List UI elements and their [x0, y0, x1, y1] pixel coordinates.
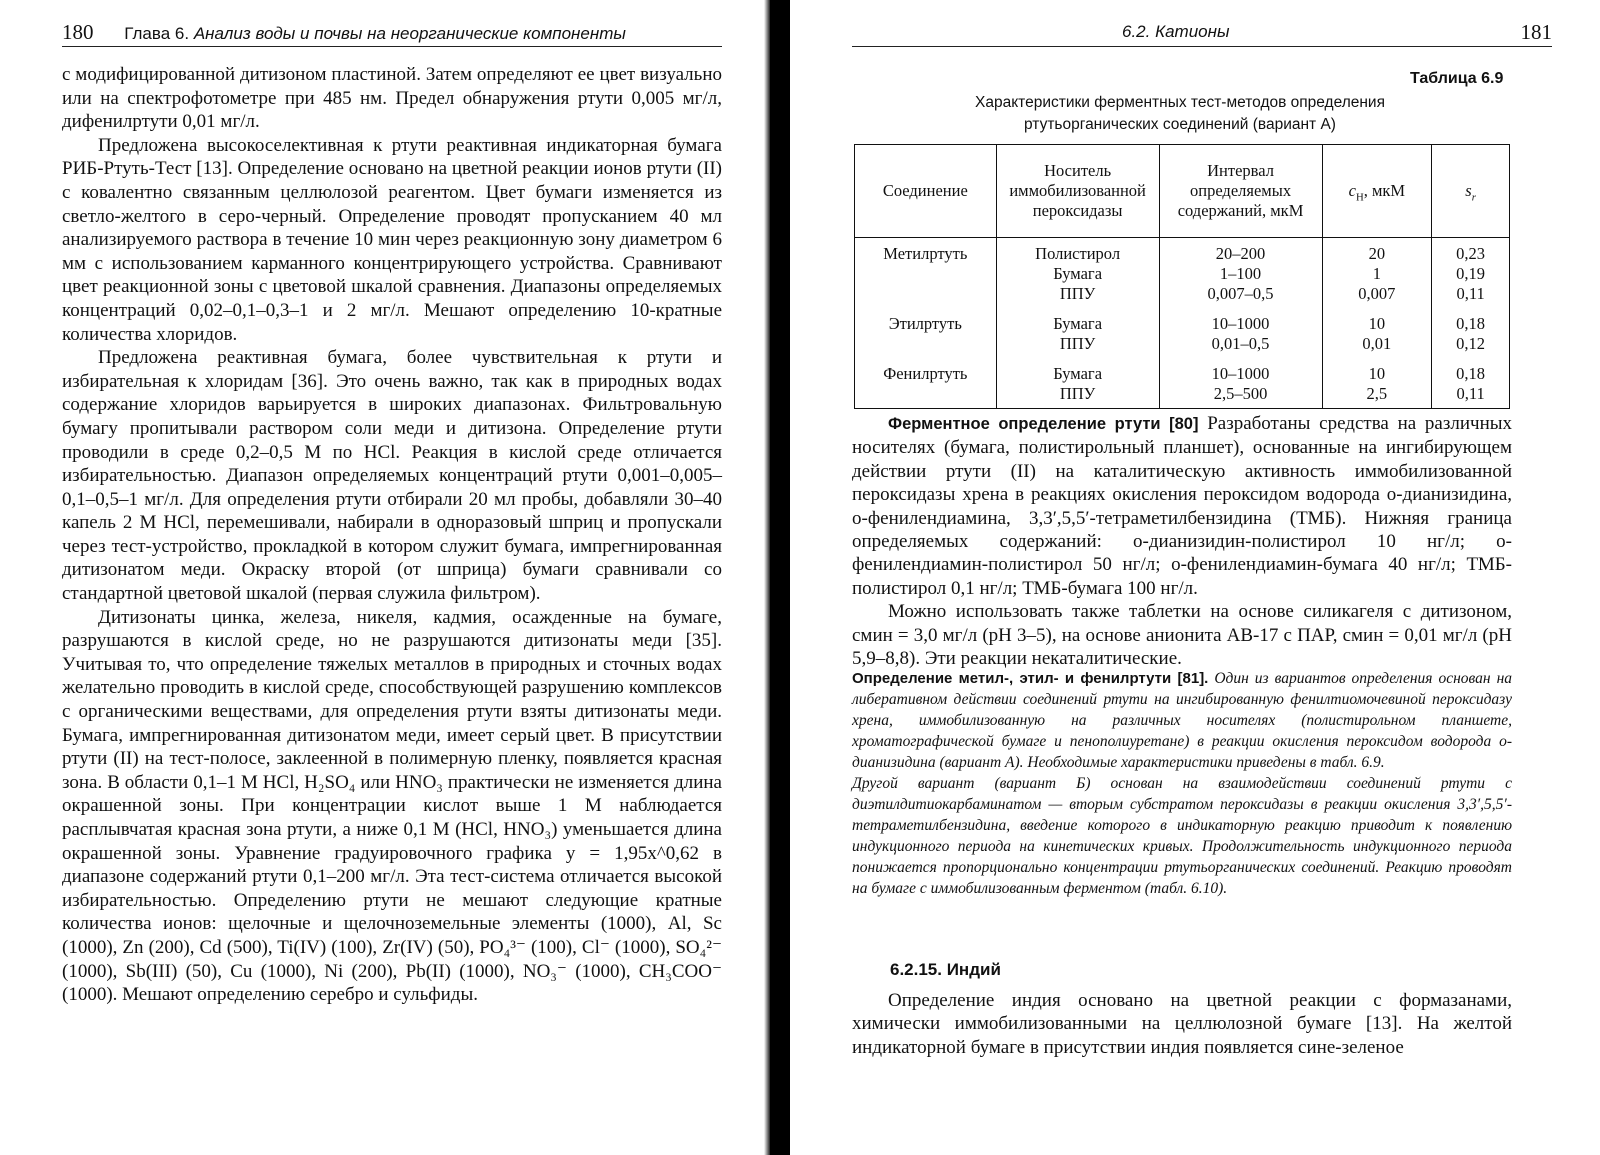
paragraph: Предложена высокоселективная к ртути реактивная индикаторная бумага РИБ-Ртуть-Тест [13]. Определение основано на цветной реакции ионов ртути (II) с ковалентно связанным целлюлозой реагентом. Цвет бумаги изменяется из светло-желтого в серо-черный. Определение проводят пропусканием 40 мл анализируемого раствора в течение 10 мин через реакционную зону диаметром 6 мм с использованием карманного концентрирующего устройства. Сравнивают цвет реакционной зоны с цветовой шкалой сравнения. Диапазоны определяемых концентраций 0,02–0,1–0,3–1 и 2 мг/л. Мешают определению 10-кратные количества хлоридов.: [62, 134, 722, 345]
table-cell: 0,18 0,12: [1432, 308, 1510, 358]
table-header-cell: Соединение: [855, 145, 997, 238]
left-text-column: [62, 63, 722, 1007]
table-cell: 20 1 0,007: [1322, 238, 1432, 309]
table-header-cell: $c_H$, мкМ: [1322, 145, 1432, 238]
paragraph: Определение индия основано на цветной реакции с формазанами, химически иммобилизованными на целлюлозной бумаге [13]. На желтой индикаторной бумаге в присутствии индия появляется сине-зеленое: [852, 990, 1512, 1058]
book-gutter: [770, 0, 790, 1155]
paragraph: Другой вариант (вариант Б) основан на взаимодействии соединений ртути с диэтилдитиокарбаминатом — вторым субстратом пероксидазы в реакции окисления 3,3′,5,5′-тетраметилбензидина, введение которого в индикаторную реакцию приводит к появлению индукционного периода на кинетических кривых. Продолжительность индукционного периода понижается пропорционально концентрации ртутьорганических соединений. Реакцию проводят на бумаге с иммобилизованным ферментом (табл. 6.10).: [852, 775, 1512, 897]
table-cell: 10 2,5: [1322, 358, 1432, 409]
table-cell: Бумага ППУ: [996, 358, 1159, 409]
table-cell: Этилртуть: [855, 308, 997, 358]
running-head-left: [62, 18, 722, 47]
table-row: [855, 238, 1510, 309]
chapter-title: Анализ воды и почвы на неорганические компоненты: [193, 24, 626, 43]
small-print-block: [852, 668, 1512, 899]
paragraph: Предложена реактивная бумага, более чувствительная к ртути и избирательная к хлоридам [36]. Это очень важно, так как в природных водах содержание хлоридов варьируется в широких диапазонах. Фильтровальную бумагу пропитывали раствором соли меди и дитизона. Определение ртути проводили в среде 0,2–0,5 М по HCl. Реакция в кислой среде отличается избирательностью. Диапазон определяемых концентраций ртути 0,001–0,005–0,1–0,5–1 мг/л. Для определения ртути отбирали 20 мл пробы, добавляли 30–40 капель 2 М HCl, перемешивали, набирали в одноразовый шприц и пропускали через тест-устройство, прокладкой в котором служит бумага, импрегнированная дитизонатом меди. Окраску второй (от шприца) бумаги сравнивали со стандартной цветовой шкалой (первая служила фильтром).: [62, 347, 722, 605]
table-cell: 0,23 0,19 0,11: [1432, 238, 1510, 309]
table-body: [855, 238, 1510, 409]
paragraph: с модифицированной дитизоном пластиной. Затем определяют ее цвет визуально или на спектрофотометре при 485 нм. Предел обнаружения ртути 0,005 мг/л, дифенилртути 0,01 мг/л.: [62, 64, 722, 133]
table-cell: 10 0,01: [1322, 308, 1432, 358]
table-cell: Фенилртуть: [855, 358, 997, 409]
table-cell: 10–1000 0,01–0,5: [1159, 308, 1322, 358]
paragraph-text: Один из вариантов определения основан на либеративном действии соединений ртути на ингибированную фенилтиомочевиной пероксидазу хрена, иммобилизованную на различных носителях (полистирольном планшете, хроматографической бумаге и пенополиуретане) в реакции окисления пероксидом водорода о-дианизидина (вариант А). Необходимые характеристики приведены в табл. 6.9.: [852, 670, 1513, 771]
run-in-heading: Определение метил-, этил- и фенилртути [81].: [852, 670, 1209, 687]
right-text-block-bottom: [852, 989, 1512, 1059]
paragraph-text: Разработаны средства на различных носителях (бумага, полистирольный планшет), основанные на ингибирующем действии ртути (II) на каталитическую активность иммобилизованной пероксидазы хрена в реакциях окисления пероксидом водорода о-дианизидина, о-фенилендиамина, 3,3′,5,5′-тетраметилбензидина (ТМБ). Нижняя граница определяемых содержаний: о-дианизидин-полистирол 10 нг/л; о-фенилендиамин-полистирол 50 нг/л; о-фенилендиамин-бумага 40 нг/л; ТМБ-полистирол 0,1 нг/л; ТМБ-бумага 100 нг/л.: [852, 413, 1512, 599]
table-header-cell: $s_r$: [1432, 145, 1510, 238]
table-cell: Метилртуть: [855, 238, 997, 309]
table-header-row: [855, 145, 1510, 238]
table-header-cell: Интервал определяемых содержаний, мкМ: [1159, 145, 1322, 238]
paragraph: [852, 412, 1512, 600]
right-text-block: [852, 412, 1512, 670]
page-number: 180: [62, 20, 94, 44]
data-table: [854, 144, 1510, 409]
table-caption: Характеристики ферментных тест-методов определения ртутьорганических соединений (вариант А): [975, 94, 1385, 133]
table-cell: 10–1000 2,5–500: [1159, 358, 1322, 409]
paragraph: Дитизонаты цинка, железа, никеля, кадмия, осажденные на бумаге, разрушаются в кислой среде, но не разрушаются дитизонаты меди [35]. Учитывая то, что определение тяжелых металлов в природных и сточных водах желательно проводить в кислой среде, способствующей разрушению комплексов с органическими веществами, для определения ртути взяты дитизонаты меди. Бумага, импрегнированная дитизонатом меди, имеет серый цвет. В присутствии ртути (II) на тест-полосе, заклеенной в полимерную пленку, появляется красная зона. В области 0,1–1 М HCl, H₂SO₄ или HNO₃ практически не изменяется длина окрашенной зоны. При концентрации кислот выше 1 М наблюдается расплывчатая красная зона ртути, а ниже 0,1 М (HCl, HNO₃) уменьшается длина окрашенной зоны. Уравнение градуировочного графика y = 1,95x^0,62 в диапазоне содержаний ртути 0,1–200 мг/л. Эта тест-система отличается высокой избирательностью. Определению ртути не мешают следующие кратные количества ионов: щелочные и щелочноземельные элементы (1000), Al, Sc (1000), Zn (200), Cd (500), Ti(IV) (100), Zr(IV) (50), PO₄³⁻ (100), Cl⁻ (1000), SO₄²⁻ (1000), Sb(III) (50), Cu (1000), Ni (200), Pb(II) (1000), NO₃⁻ (1000), CH₃COO⁻ (1000). Мешают определению серебро и сульфиды.: [62, 606, 722, 1006]
table-cell: 0,18 0,11: [1432, 358, 1510, 409]
running-head-right: [852, 18, 1552, 47]
right-page: [790, 0, 1600, 1155]
table-row: [855, 308, 1510, 358]
table-header-cell: Носитель иммобилизованной пероксидазы: [996, 145, 1159, 238]
paragraph: Можно использовать также таблетки на основе силикагеля с дитизоном, cмин = 3,0 мг/л (pH 3–5), на основе анионита АВ-17 с ПАР, cмин = 0,01 мг/л (pH 5,9–8,8). Эти реакции некаталитические.: [852, 601, 1512, 670]
table-row: [855, 358, 1510, 409]
table-cell: Полистирол Бумага ППУ: [996, 238, 1159, 309]
table-label: Таблица 6.9: [1410, 70, 1504, 87]
table-cell: 20–200 1–100 0,007–0,5: [1159, 238, 1322, 309]
chapter-number: Глава 6.: [124, 24, 190, 43]
table-cell: Бумага ППУ: [996, 308, 1159, 358]
section-title: 6.2. Катионы: [1122, 22, 1230, 41]
paragraph: [852, 668, 1512, 773]
page-number: 181: [1520, 20, 1552, 44]
subsection-heading: 6.2.15. Индий: [890, 960, 1001, 979]
left-page: [0, 0, 770, 1155]
run-in-heading: Ферментное определение ртути [80]: [888, 415, 1199, 433]
